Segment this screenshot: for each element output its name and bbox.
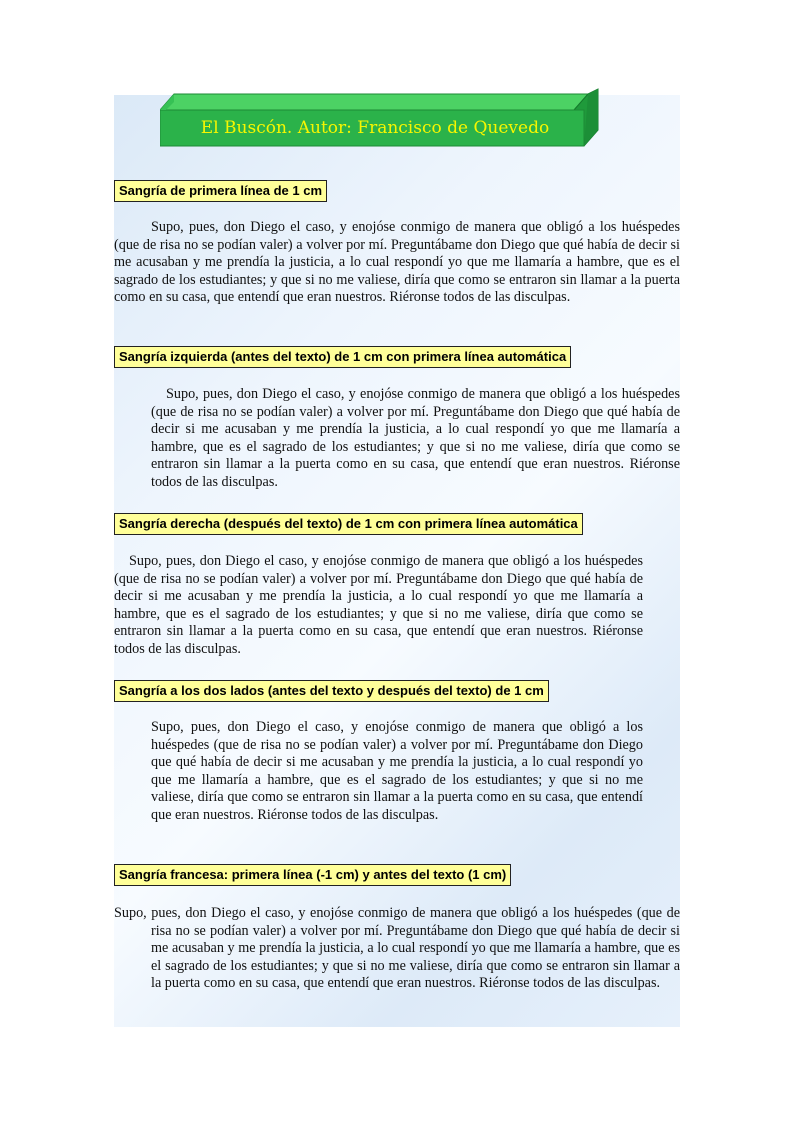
section-heading-left-indent: Sangría izquierda (antes del texto) de 1 cm con primera línea automática (114, 346, 571, 368)
section-heading-hanging: Sangría francesa: primera línea (-1 cm) y antes del texto (1 cm) (114, 864, 511, 886)
paragraph-first-line-indent: Supo, pues, don Diego el caso, y enojóse conmigo de manera que obligó a los huéspedes (que de risa no se podían valer) a volver por mí. Preguntábame don Diego que qué había de decir si me acusaban y me prendía la justicia, a lo cual respondí yo que me llamaría a hambre, que es el sagrado de los estudiantes; y que si no me valiese, diría que como se entraron sin llamar a la puerta como en su casa, que entendí que eran nuestros. Riéronse todos de las disculpas. (114, 219, 680, 306)
paragraph-hanging-indent: Supo, pues, don Diego el caso, y enojóse conmigo de manera que obligó a los huéspedes (que de risa no se podían valer) a volver por mí. Preguntábame don Diego que qué había de decir si me acusaban y me prendía la justicia, a lo cual respondí yo que me llamaría a hambre, que es el sagrado de los estudiantes; y que si no me valiese, diría que como se entraron sin llamar a la puerta como en su casa, que entendí que eran nuestros. Riéronse todos de las disculpas. (114, 905, 680, 992)
section-heading-both-sides: Sangría a los dos lados (antes del texto y después del texto) de 1 cm (114, 680, 549, 702)
document-title: El Buscón. Autor: Francisco de Quevedo (200, 118, 550, 138)
section-heading-first-line: Sangría de primera línea de 1 cm (114, 180, 327, 202)
section-heading-right-indent: Sangría derecha (después del texto) de 1 cm con primera línea automática (114, 513, 583, 535)
title-banner (160, 88, 600, 154)
paragraph-both-sides-indent: Supo, pues, don Diego el caso, y enojóse conmigo de manera que obligó a los huéspedes (que de risa no se podían valer) a volver por mí. Preguntábame don Diego que qué había de decir si me acusaban y me prendía la justicia, a lo cual respondí yo que me llamaría a hambre, que es el sagrado de los estudiantes; y que si no me valiese, diría que como se entraron sin llamar a la puerta como en su casa, que entendí que eran nuestros. Riéronse todos de las disculpas. (151, 719, 643, 823)
paragraph-right-indent: Supo, pues, don Diego el caso, y enojóse conmigo de manera que obligó a los huéspedes (que de risa no se podían valer) a volver por mí. Preguntábame don Diego que qué había de decir si me acusaban y me prendía la justicia, a lo cual respondí yo que me llamaría a hambre, que es el sagrado de los estudiantes; y que si no me valiese, diría que como se entraron sin llamar a la puerta como en su casa, que entendí que eran nuestros. Riéronse todos de las disculpas. (114, 553, 643, 657)
paragraph-left-indent: Supo, pues, don Diego el caso, y enojóse conmigo de manera que obligó a los huéspedes (que de risa no se podían valer) a volver por mí. Preguntábame don Diego que qué había de decir si me acusaban y me prendía la justicia, a lo cual respondí yo que me llamaría a hambre, que es el sagrado de los estudiantes; y que si no me valiese, diría que como se entraron sin llamar a la puerta como en su casa, que entendí que eran nuestros. Riéronse todos de las disculpas. (151, 386, 680, 490)
